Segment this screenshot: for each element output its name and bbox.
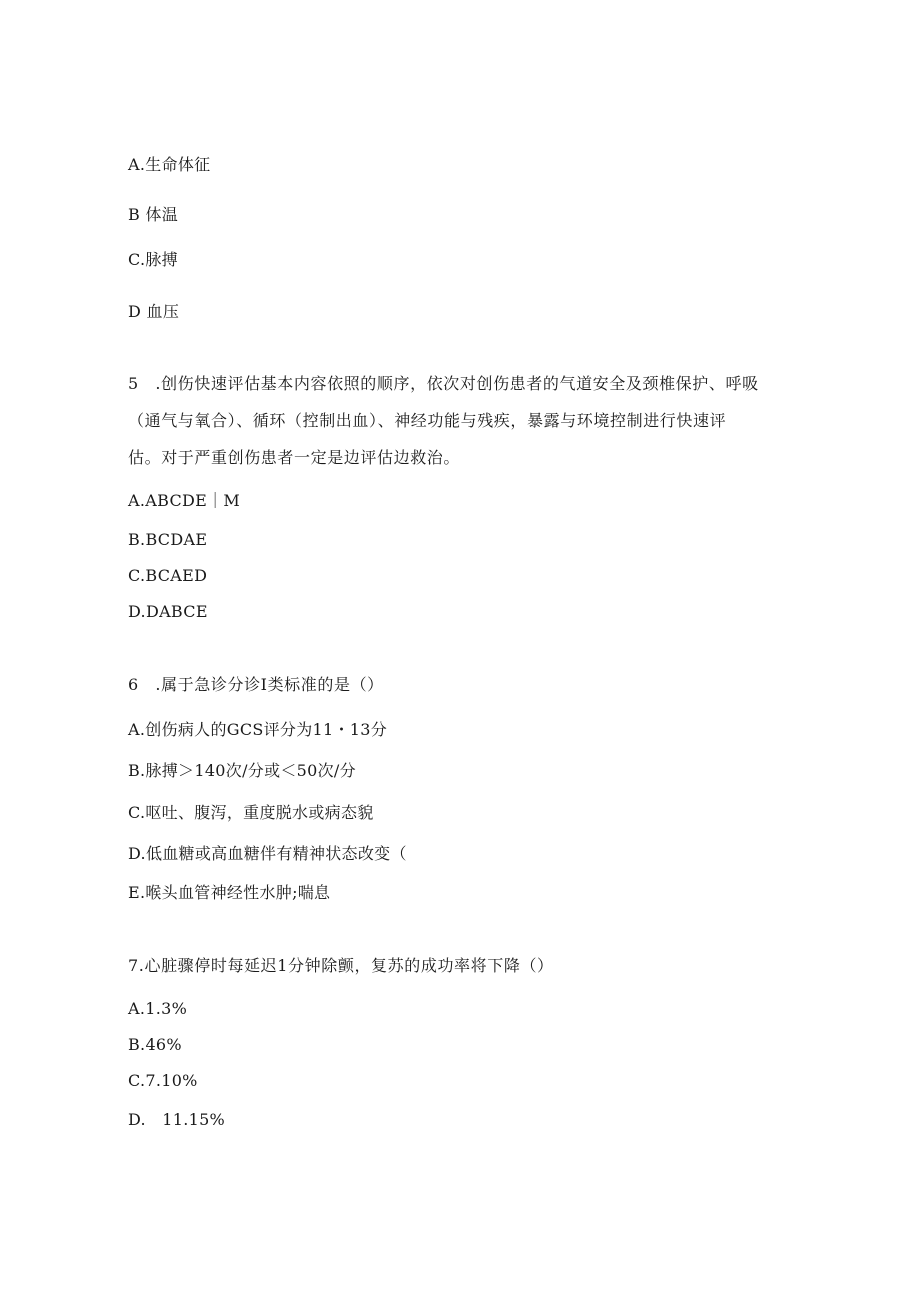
- q4-option-b: B 体温: [128, 205, 179, 224]
- q5-stem-line-2: （通气与氧合）、循环（控制出血）、神经功能与残疾，暴露与环境控制进行快速评: [128, 411, 727, 430]
- q6-option-a: A.创伤病人的GCS评分为11・13分: [128, 720, 388, 739]
- q5-stem-line-3: 估。对于严重创伤患者一定是边评估边救治。: [128, 448, 461, 467]
- q7-option-a: A.1.3%: [128, 999, 188, 1018]
- q6-option-b: B.脉搏＞140次/分或＜50次/分: [128, 761, 356, 780]
- q7-option-c: C.7.10%: [128, 1071, 198, 1090]
- q7-option-d: D. 11.15%: [128, 1110, 226, 1129]
- q5-option-c: C.BCAED: [128, 566, 208, 585]
- q7-stem: 7.心脏骤停时每延迟1分钟除颤，复苏的成功率将下降（）: [128, 956, 554, 975]
- q5-stem-line-1: 5 .创伤快速评估基本内容依照的顺序，依次对创伤患者的气道安全及颈椎保护、呼吸: [128, 374, 759, 393]
- q6-option-d: D.低血糖或高血糖伴有精神状态改变（: [128, 844, 407, 863]
- q7-option-b: B.46%: [128, 1035, 182, 1054]
- q4-option-c: C.脉搏: [128, 250, 178, 269]
- q4-option-a: A.生命体征: [128, 155, 211, 174]
- q6-option-e: E.喉头血管神经性水肿;喘息: [128, 883, 331, 902]
- q6-option-c: C.呕吐、腹泻，重度脱水或病态貌: [128, 803, 374, 822]
- q5-option-b: B.BCDAE: [128, 530, 208, 549]
- q4-option-d: D 血压: [128, 302, 180, 321]
- q5-option-a: A.ABCDE｜M: [128, 491, 241, 510]
- q6-stem: 6 .属于急诊分诊I类标准的是（）: [128, 675, 384, 694]
- q5-option-d: D.DABCE: [128, 602, 208, 621]
